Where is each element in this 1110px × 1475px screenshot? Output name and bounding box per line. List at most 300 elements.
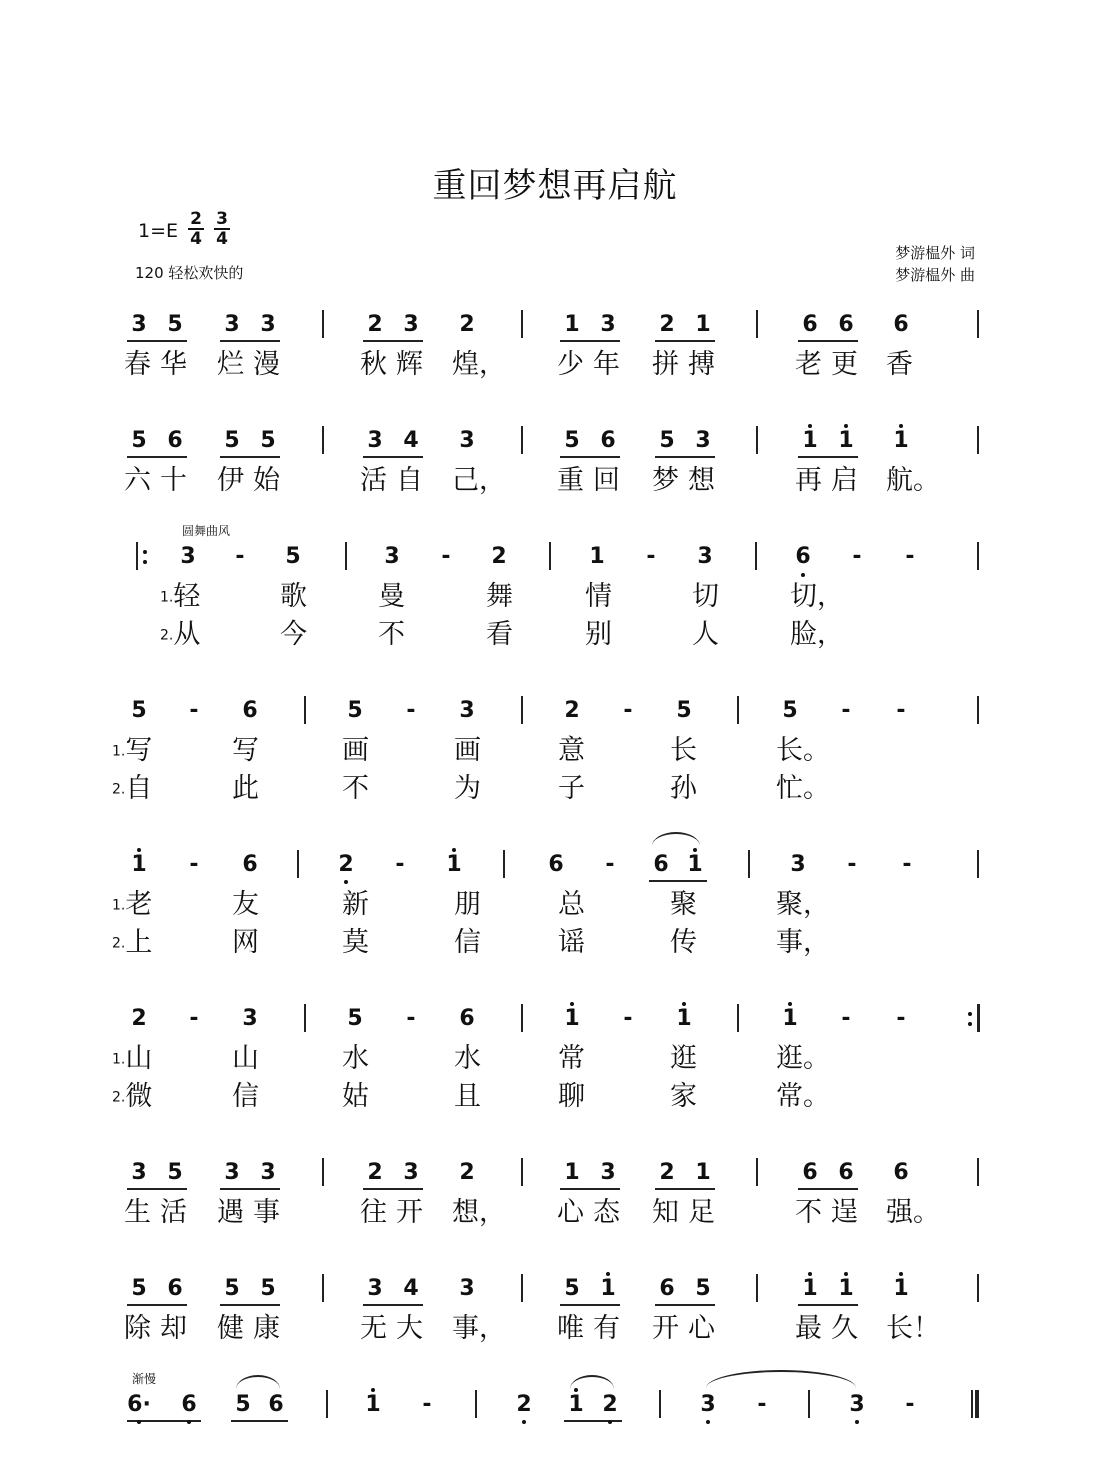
note: 5	[285, 544, 301, 569]
barline	[521, 1158, 523, 1186]
lyric-verse2: 别	[585, 619, 612, 650]
lyric-verse1: 意	[558, 735, 585, 766]
note: 3	[131, 1160, 147, 1185]
note: 5	[224, 428, 240, 453]
barline	[304, 696, 306, 724]
lyric: 有	[593, 1313, 620, 1344]
lyric-verse2: 家	[670, 1081, 697, 1112]
repeat-dot	[143, 560, 147, 564]
lyric: 却	[160, 1313, 187, 1344]
barline	[322, 1158, 324, 1186]
note: -	[905, 544, 915, 569]
note: -	[841, 1006, 851, 1031]
lyric-verse2: 不	[378, 619, 405, 650]
lyric: 再	[795, 465, 822, 496]
note: -	[623, 698, 633, 723]
lyric-verse1: 1.轻	[160, 581, 201, 612]
lyric: 心	[688, 1313, 715, 1344]
note: 1	[589, 544, 605, 569]
lyricist: 梦游榅外 词	[895, 244, 975, 262]
note: 2	[659, 312, 675, 337]
note: 2	[659, 1160, 675, 1185]
barline	[521, 1274, 523, 1302]
barline	[521, 1004, 523, 1032]
note: 6	[653, 852, 669, 877]
lyric: 长！	[886, 1313, 940, 1344]
barline	[756, 426, 758, 454]
note: 6	[181, 1392, 197, 1417]
key-signature: 1=E	[138, 220, 179, 242]
lyric-verse1: 水	[342, 1043, 369, 1074]
barline	[503, 850, 505, 878]
lyric-verse1: 1.山	[112, 1043, 153, 1074]
barline	[977, 542, 979, 570]
lyric-verse2: 2.上	[112, 927, 153, 958]
note: 1	[802, 428, 818, 453]
note: -	[757, 1392, 767, 1417]
note: 2	[367, 312, 383, 337]
time-signature-3-4: $\frac{3}{4}$	[214, 210, 230, 248]
note: 5	[224, 1276, 240, 1301]
note: 1	[365, 1392, 381, 1417]
note: -	[406, 1006, 416, 1031]
note: -	[905, 1392, 915, 1417]
note: 6	[802, 1160, 818, 1185]
lyric-verse2: 信	[454, 927, 481, 958]
lyric: 香	[886, 349, 913, 380]
note: 1	[687, 852, 703, 877]
note: 1	[838, 1276, 854, 1301]
lyric-verse2: 孙	[670, 773, 697, 804]
barline	[977, 426, 979, 454]
lyric-verse1: 友	[232, 889, 259, 920]
lyric-verse1: 切，	[790, 581, 844, 612]
high-octave-dot	[570, 1002, 574, 1006]
barline	[737, 1004, 739, 1032]
note: 2	[516, 1392, 532, 1417]
lyric: 老	[795, 349, 822, 380]
note: 6	[893, 312, 909, 337]
lyric: 更	[831, 349, 858, 380]
note: -	[189, 1006, 199, 1031]
lyric-verse1: 舞	[486, 581, 513, 612]
note: -	[896, 698, 906, 723]
lyric: 启	[831, 465, 858, 496]
lyric: 不	[795, 1197, 822, 1228]
barline	[322, 426, 324, 454]
note: -	[847, 852, 857, 877]
note: 5	[260, 1276, 276, 1301]
barline	[737, 696, 739, 724]
barline	[977, 696, 979, 724]
barline	[326, 1390, 328, 1418]
lyric-verse2: 莫	[342, 927, 369, 958]
barline	[304, 1004, 306, 1032]
barline	[808, 1390, 810, 1418]
lyric-verse2: 传	[670, 927, 697, 958]
lyric-verse1: 情	[585, 581, 612, 612]
high-octave-dot	[808, 424, 812, 428]
note: 5	[347, 1006, 363, 1031]
lyric-verse2: 且	[454, 1081, 481, 1112]
lyric: 航。	[886, 465, 940, 496]
lyric-verse2: 2.从	[160, 619, 201, 650]
note: 3	[697, 544, 713, 569]
lyric: 梦	[652, 465, 679, 496]
lyric: 秋	[360, 349, 387, 380]
note: 2	[131, 1006, 147, 1031]
lyric-verse1: 水	[454, 1043, 481, 1074]
note: 3	[367, 1276, 383, 1301]
barline	[977, 1274, 979, 1302]
barline	[297, 850, 299, 878]
barline	[756, 310, 758, 338]
low-octave-dot	[801, 573, 805, 577]
lyric-verse1: 切	[692, 581, 719, 612]
note: 3	[600, 1160, 616, 1185]
lyric: 态	[593, 1197, 620, 1228]
note: 3	[131, 312, 147, 337]
lyric: 重	[557, 465, 584, 496]
note: 1	[564, 312, 580, 337]
lyric: 己，	[452, 465, 506, 496]
lyric: 少	[557, 349, 584, 380]
beam-underline	[564, 1420, 622, 1422]
lyric-verse2: 为	[454, 773, 481, 804]
lyric-verse2: 2.自	[112, 773, 153, 804]
tempo-change-annotation: 渐慢	[132, 1372, 157, 1386]
barline	[756, 1158, 758, 1186]
lyric: 华	[160, 349, 187, 380]
high-octave-dot	[371, 1388, 375, 1392]
note: -	[189, 852, 199, 877]
lyric: 活	[360, 465, 387, 496]
lyric: 无	[360, 1313, 387, 1344]
note: 5	[167, 1160, 183, 1185]
note: 2	[491, 544, 507, 569]
note: 5	[659, 428, 675, 453]
lyric-verse1: 逛	[670, 1043, 697, 1074]
note: 6	[838, 312, 854, 337]
note: 2	[338, 852, 354, 877]
note: -	[841, 698, 851, 723]
note: 1	[446, 852, 462, 877]
lyric-verse1: 1.老	[112, 889, 153, 920]
lyric: 事，	[452, 1313, 506, 1344]
note: 5	[564, 428, 580, 453]
lyric-verse1: 逛。	[776, 1043, 830, 1074]
high-octave-dot	[808, 1272, 812, 1276]
note: 6	[659, 1276, 675, 1301]
low-octave-dot	[855, 1420, 859, 1424]
note: 6	[802, 312, 818, 337]
lyric: 烂	[217, 349, 244, 380]
note: 5	[260, 428, 276, 453]
note: 5	[676, 698, 692, 723]
note: 6	[167, 1276, 183, 1301]
note: 3	[260, 312, 276, 337]
lyric: 想，	[452, 1197, 506, 1228]
final-barline	[975, 1390, 979, 1418]
lyric-verse1: 写	[232, 735, 259, 766]
note: -	[189, 698, 199, 723]
note: 1	[802, 1276, 818, 1301]
barline	[322, 1274, 324, 1302]
lyric: 久	[831, 1313, 858, 1344]
note: 3	[260, 1160, 276, 1185]
lyric: 春	[124, 349, 151, 380]
note: 3	[849, 1392, 865, 1417]
lyric: 自	[396, 465, 423, 496]
note: 1	[893, 1276, 909, 1301]
note: 1	[564, 1160, 580, 1185]
lyric-verse1: 总	[558, 889, 585, 920]
note: 6	[548, 852, 564, 877]
lyric: 最	[795, 1313, 822, 1344]
note: 6	[242, 698, 258, 723]
repeat-start-barline	[136, 542, 138, 570]
note: 3	[700, 1392, 716, 1417]
note: 1	[695, 312, 711, 337]
lyric-verse2: 子	[558, 773, 585, 804]
lyric: 遇	[217, 1197, 244, 1228]
note: 3	[242, 1006, 258, 1031]
note: 5	[167, 312, 183, 337]
note: 6	[167, 428, 183, 453]
note: 2	[367, 1160, 383, 1185]
note: 2	[459, 1160, 475, 1185]
low-octave-dot	[608, 1420, 612, 1424]
note: 6	[242, 852, 258, 877]
lyric-verse2: 忙。	[776, 773, 830, 804]
lyric: 康	[253, 1313, 280, 1344]
barline	[322, 310, 324, 338]
lyric: 十	[160, 465, 187, 496]
barline	[345, 542, 347, 570]
final-barline	[971, 1390, 973, 1418]
high-octave-dot	[844, 424, 848, 428]
lyric: 强。	[886, 1197, 940, 1228]
slur-arc	[652, 832, 700, 846]
repeat-dot	[968, 1012, 972, 1016]
lyric-verse1: 聚，	[776, 889, 830, 920]
note: 3	[403, 1160, 419, 1185]
lyric-verse2: 此	[232, 773, 259, 804]
lyric-verse2: 信	[232, 1081, 259, 1112]
lyric: 辉	[396, 349, 423, 380]
note: 1	[568, 1392, 584, 1417]
note: 3	[224, 312, 240, 337]
note: 6·	[127, 1392, 151, 1417]
lyric-verse2: 不	[342, 773, 369, 804]
lyric-verse2: 常。	[776, 1081, 830, 1112]
lyric: 年	[593, 349, 620, 380]
lyric: 回	[593, 465, 620, 496]
note: 1	[131, 852, 147, 877]
slur-arc	[236, 1375, 280, 1389]
note: 5	[131, 1276, 147, 1301]
lyric-verse1: 曼	[378, 581, 405, 612]
barline	[521, 426, 523, 454]
lyric: 大	[396, 1313, 423, 1344]
lyric: 知	[652, 1197, 679, 1228]
note: 5	[695, 1276, 711, 1301]
note: 3	[695, 428, 711, 453]
barline	[549, 542, 551, 570]
lyric: 煌，	[452, 349, 506, 380]
lyric: 拼	[652, 349, 679, 380]
lyric: 想	[688, 465, 715, 496]
note: -	[441, 544, 451, 569]
note: 6	[268, 1392, 284, 1417]
barline	[475, 1390, 477, 1418]
slur-arc	[570, 1375, 614, 1389]
page-title: 重回梦想再启航	[432, 166, 678, 206]
note: 4	[403, 1276, 419, 1301]
lyric-verse1: 长。	[776, 735, 830, 766]
style-annotation: 圆舞曲风	[182, 524, 231, 538]
note: 3	[600, 312, 616, 337]
lyric: 足	[688, 1197, 715, 1228]
high-octave-dot	[693, 848, 697, 852]
lyric: 始	[253, 465, 280, 496]
note: 6	[459, 1006, 475, 1031]
lyric: 除	[124, 1313, 151, 1344]
note: -	[902, 852, 912, 877]
note: 2	[459, 312, 475, 337]
lyric: 开	[396, 1197, 423, 1228]
lyric: 往	[360, 1197, 387, 1228]
note: 3	[224, 1160, 240, 1185]
note: 3	[403, 312, 419, 337]
note: 3	[459, 698, 475, 723]
lyric: 伊	[217, 465, 244, 496]
high-octave-dot	[452, 848, 456, 852]
lyric: 活	[160, 1197, 187, 1228]
lyric-verse2: 人	[692, 619, 719, 650]
lyric: 唯	[557, 1313, 584, 1344]
lyric-verse1: 聚	[670, 889, 697, 920]
lyric: 事	[253, 1197, 280, 1228]
note: 1	[676, 1006, 692, 1031]
barline	[755, 542, 757, 570]
low-octave-dot	[187, 1420, 191, 1424]
note: -	[605, 852, 615, 877]
barline	[748, 850, 750, 878]
lyric-verse2: 姑	[342, 1081, 369, 1112]
lyric: 六	[124, 465, 151, 496]
lyric: 生	[124, 1197, 151, 1228]
lyric-verse2: 网	[232, 927, 259, 958]
lyric-verse1: 新	[342, 889, 369, 920]
note: 5	[347, 698, 363, 723]
note: 5	[782, 698, 798, 723]
note: 1	[600, 1276, 616, 1301]
note: 3	[180, 544, 196, 569]
note: -	[896, 1006, 906, 1031]
note: 1	[893, 428, 909, 453]
low-octave-dot	[137, 1420, 141, 1424]
note: 6	[600, 428, 616, 453]
barline	[977, 1158, 979, 1186]
high-octave-dot	[788, 1002, 792, 1006]
tempo-marking: 120 轻松欢快的	[135, 264, 244, 282]
note: -	[623, 1006, 633, 1031]
note: -	[422, 1392, 432, 1417]
note: -	[852, 544, 862, 569]
lyric-verse2: 今	[280, 619, 307, 650]
high-octave-dot	[606, 1272, 610, 1276]
note: 6	[893, 1160, 909, 1185]
composer: 梦游榅外 曲	[895, 266, 975, 284]
note: 1	[564, 1006, 580, 1031]
barline	[756, 1274, 758, 1302]
lyric: 搏	[688, 349, 715, 380]
lyric-verse1: 画	[454, 735, 481, 766]
repeat-dot	[143, 550, 147, 554]
low-octave-dot	[706, 1420, 710, 1424]
lyric-verse2: 脸，	[790, 619, 844, 650]
note: 5	[564, 1276, 580, 1301]
note: 3	[459, 1276, 475, 1301]
lyric: 心	[557, 1197, 584, 1228]
lyric-verse1: 画	[342, 735, 369, 766]
note: 3	[459, 428, 475, 453]
high-octave-dot	[899, 1272, 903, 1276]
lyric: 开	[652, 1313, 679, 1344]
note: 6	[795, 544, 811, 569]
barline	[977, 850, 979, 878]
note: 4	[403, 428, 419, 453]
repeat-dot	[968, 1022, 972, 1026]
lyric: 健	[217, 1313, 244, 1344]
beam-underline	[231, 1420, 288, 1422]
lyric-verse1: 长	[670, 735, 697, 766]
note: 1	[782, 1006, 798, 1031]
barline	[521, 696, 523, 724]
barline	[659, 1390, 661, 1418]
note: 5	[131, 428, 147, 453]
note: 1	[695, 1160, 711, 1185]
note: 5	[131, 698, 147, 723]
note: -	[406, 698, 416, 723]
lyric-verse2: 看	[486, 619, 513, 650]
high-octave-dot	[844, 1272, 848, 1276]
high-octave-dot	[682, 1002, 686, 1006]
lyric-verse2: 谣	[558, 927, 585, 958]
note: 3	[384, 544, 400, 569]
note: 2	[602, 1392, 618, 1417]
note: -	[646, 544, 656, 569]
tie-arc	[706, 1370, 856, 1388]
lyric-verse1: 山	[232, 1043, 259, 1074]
lyric-verse1: 1.写	[112, 735, 153, 766]
lyric-verse1: 常	[558, 1043, 585, 1074]
high-octave-dot	[899, 424, 903, 428]
note: 3	[790, 852, 806, 877]
barline	[977, 310, 979, 338]
repeat-end-barline	[977, 1004, 980, 1032]
lyric: 逞	[831, 1197, 858, 1228]
note: 1	[838, 428, 854, 453]
lyric-verse2: 事，	[776, 927, 830, 958]
note: -	[235, 544, 245, 569]
high-octave-dot	[137, 848, 141, 852]
lyric: 漫	[253, 349, 280, 380]
lyric-verse2: 2.微	[112, 1081, 153, 1112]
lyric-verse1: 朋	[454, 889, 481, 920]
note: -	[395, 852, 405, 877]
